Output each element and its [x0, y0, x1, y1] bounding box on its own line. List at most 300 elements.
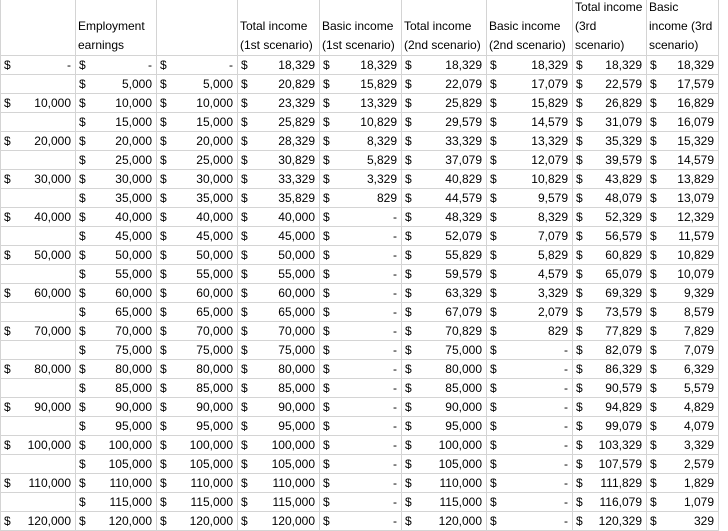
table-cell[interactable] — [1, 474, 76, 493]
cell-value: 86,329 — [605, 362, 642, 376]
table-cell[interactable] — [402, 512, 487, 531]
table-cell[interactable] — [76, 151, 157, 170]
cell-value: 59,579 — [445, 267, 482, 281]
table-cell[interactable] — [76, 360, 157, 379]
table-cell[interactable] — [647, 170, 719, 189]
cell-value: 120,000 — [108, 514, 152, 528]
currency-symbol: $ — [405, 248, 412, 262]
cell-value: - — [564, 381, 568, 395]
table-cell[interactable] — [157, 322, 238, 341]
table-row — [1, 379, 719, 398]
table-cell[interactable] — [76, 398, 157, 417]
table-cell[interactable] — [402, 341, 487, 360]
column-header[interactable]: Basic income (2nd scenario) — [487, 0, 573, 56]
table-cell[interactable] — [157, 56, 238, 75]
currency-symbol: $ — [405, 438, 412, 452]
table-cell[interactable] — [157, 208, 238, 227]
table-cell[interactable] — [157, 436, 238, 455]
table-cell[interactable] — [320, 284, 402, 303]
table-cell[interactable] — [157, 246, 238, 265]
currency-symbol: $ — [405, 419, 412, 433]
table-cell[interactable] — [320, 493, 402, 512]
cell-value: - — [393, 362, 397, 376]
table-cell[interactable] — [320, 227, 402, 246]
table-cell[interactable] — [1, 132, 76, 151]
table-row — [1, 246, 719, 265]
currency-symbol: $ — [241, 476, 248, 490]
currency-symbol: $ — [576, 343, 583, 357]
currency-symbol: $ — [160, 381, 167, 395]
table-cell[interactable] — [647, 398, 719, 417]
table-cell[interactable] — [573, 151, 647, 170]
currency-symbol: $ — [650, 153, 657, 167]
table-cell[interactable] — [487, 493, 573, 512]
table-cell[interactable] — [647, 113, 719, 132]
table-cell[interactable] — [1, 113, 76, 132]
table-cell[interactable] — [402, 417, 487, 436]
table-cell[interactable] — [573, 75, 647, 94]
currency-symbol: $ — [323, 267, 330, 281]
table-cell[interactable] — [76, 170, 157, 189]
table-cell[interactable] — [573, 512, 647, 531]
cell-value: 15,000 — [115, 115, 152, 129]
table-cell[interactable] — [402, 284, 487, 303]
table-cell[interactable] — [487, 208, 573, 227]
table-cell[interactable] — [1, 208, 76, 227]
cell-value: 28,329 — [278, 134, 315, 148]
column-header[interactable]: Employment earnings — [76, 0, 157, 56]
table-cell[interactable] — [320, 265, 402, 284]
table-cell[interactable] — [647, 493, 719, 512]
table-cell[interactable] — [487, 417, 573, 436]
column-header[interactable]: Basic income (3rd scenario) — [647, 0, 719, 56]
currency-symbol: $ — [490, 96, 497, 110]
table-cell[interactable] — [1, 170, 76, 189]
table-cell[interactable] — [1, 398, 76, 417]
table-cell[interactable] — [402, 113, 487, 132]
table-cell[interactable] — [157, 265, 238, 284]
table-cell[interactable] — [1, 379, 76, 398]
table-cell[interactable] — [647, 455, 719, 474]
table-cell[interactable] — [573, 227, 647, 246]
table-cell[interactable] — [487, 512, 573, 531]
table-cell[interactable] — [238, 474, 320, 493]
table-cell[interactable] — [573, 455, 647, 474]
table-cell[interactable] — [157, 170, 238, 189]
currency-symbol: $ — [160, 172, 167, 186]
table-cell[interactable] — [76, 189, 157, 208]
currency-symbol: $ — [323, 115, 330, 129]
table-cell[interactable] — [76, 436, 157, 455]
table-cell[interactable] — [647, 512, 719, 531]
table-cell[interactable] — [238, 132, 320, 151]
table-cell[interactable] — [76, 94, 157, 113]
table-cell[interactable] — [647, 208, 719, 227]
table-cell[interactable] — [402, 132, 487, 151]
table-cell[interactable] — [238, 379, 320, 398]
currency-symbol: $ — [490, 514, 497, 528]
table-cell[interactable] — [573, 474, 647, 493]
cell-value: 50,000 — [34, 248, 71, 262]
currency-symbol: $ — [405, 324, 412, 338]
column-header[interactable]: Basic income (1st scenario) — [320, 0, 402, 56]
table-cell[interactable] — [320, 360, 402, 379]
table-cell[interactable] — [1, 360, 76, 379]
table-cell[interactable] — [320, 246, 402, 265]
table-cell[interactable] — [238, 341, 320, 360]
table-cell[interactable] — [1, 75, 76, 94]
table-cell[interactable] — [157, 512, 238, 531]
table-cell[interactable] — [157, 132, 238, 151]
cell-value: 7,079 — [683, 343, 714, 357]
table-cell[interactable] — [320, 379, 402, 398]
table-cell[interactable] — [1, 265, 76, 284]
table-cell[interactable] — [647, 246, 719, 265]
table-cell[interactable] — [320, 113, 402, 132]
table-cell[interactable] — [402, 360, 487, 379]
table-cell[interactable] — [647, 474, 719, 493]
table-cell[interactable] — [1, 189, 76, 208]
cell-value: 70,829 — [445, 324, 482, 338]
table-cell[interactable] — [573, 322, 647, 341]
table-cell[interactable] — [320, 56, 402, 75]
table-cell[interactable] — [402, 474, 487, 493]
cell-value: - — [393, 419, 397, 433]
table-cell[interactable] — [238, 398, 320, 417]
table-cell[interactable] — [238, 75, 320, 94]
table-cell[interactable] — [238, 56, 320, 75]
currency-symbol: $ — [241, 153, 248, 167]
table-cell[interactable] — [573, 360, 647, 379]
table-cell[interactable] — [487, 265, 573, 284]
table-cell[interactable] — [76, 455, 157, 474]
table-cell[interactable] — [487, 284, 573, 303]
table-cell[interactable] — [320, 151, 402, 170]
table-cell[interactable] — [157, 151, 238, 170]
table-cell[interactable] — [487, 132, 573, 151]
table-cell[interactable] — [647, 189, 719, 208]
table-cell[interactable] — [487, 113, 573, 132]
table-cell[interactable] — [402, 227, 487, 246]
table-row — [1, 322, 719, 341]
table-cell[interactable] — [238, 303, 320, 322]
table-cell[interactable] — [157, 284, 238, 303]
table-cell[interactable] — [157, 227, 238, 246]
table-cell[interactable] — [402, 94, 487, 113]
table-cell[interactable] — [157, 493, 238, 512]
table-cell[interactable] — [76, 284, 157, 303]
table-cell[interactable] — [76, 113, 157, 132]
table-cell[interactable] — [157, 360, 238, 379]
table-cell[interactable] — [238, 436, 320, 455]
table-cell[interactable] — [320, 322, 402, 341]
table-cell[interactable] — [238, 493, 320, 512]
table-cell[interactable] — [157, 75, 238, 94]
table-cell[interactable] — [76, 322, 157, 341]
table-cell[interactable] — [573, 398, 647, 417]
table-cell[interactable] — [647, 341, 719, 360]
table-cell[interactable] — [238, 246, 320, 265]
table-cell[interactable] — [1, 227, 76, 246]
table-row — [1, 341, 719, 360]
table-cell[interactable] — [487, 398, 573, 417]
table-cell[interactable] — [573, 132, 647, 151]
table-cell[interactable] — [1, 151, 76, 170]
column-header[interactable]: Total income (2nd scenario) — [402, 0, 487, 56]
table-cell[interactable] — [402, 151, 487, 170]
table-cell[interactable] — [320, 455, 402, 474]
table-cell[interactable] — [157, 455, 238, 474]
column-header[interactable]: Total income (3rd scenario) — [573, 0, 647, 56]
cell-value: 18,329 — [531, 58, 568, 72]
table-cell[interactable] — [320, 417, 402, 436]
table-cell[interactable] — [402, 246, 487, 265]
cell-value: - — [393, 514, 397, 528]
table-cell[interactable] — [320, 436, 402, 455]
table-cell[interactable] — [402, 170, 487, 189]
table-cell[interactable] — [487, 227, 573, 246]
cell-value: 30,000 — [115, 172, 152, 186]
table-cell[interactable] — [647, 303, 719, 322]
table-cell[interactable] — [402, 455, 487, 474]
table-cell[interactable] — [402, 436, 487, 455]
cell-value: 15,329 — [677, 134, 714, 148]
table-cell[interactable] — [573, 265, 647, 284]
table-cell[interactable] — [1, 493, 76, 512]
currency-symbol: $ — [490, 305, 497, 319]
table-cell[interactable] — [238, 360, 320, 379]
currency-symbol: $ — [160, 210, 167, 224]
table-cell[interactable] — [402, 303, 487, 322]
cell-value: 10,000 — [34, 96, 71, 110]
table-cell[interactable] — [487, 303, 573, 322]
cell-value: 56,579 — [605, 229, 642, 243]
table-cell[interactable] — [157, 379, 238, 398]
table-cell[interactable] — [402, 379, 487, 398]
cell-value: 85,000 — [115, 381, 152, 395]
currency-symbol: $ — [576, 58, 583, 72]
table-cell[interactable] — [573, 113, 647, 132]
table-cell[interactable] — [320, 341, 402, 360]
table-cell[interactable] — [1, 512, 76, 531]
table-cell[interactable] — [402, 265, 487, 284]
table-cell[interactable] — [487, 436, 573, 455]
table-cell[interactable] — [238, 113, 320, 132]
table-cell[interactable] — [402, 189, 487, 208]
table-cell[interactable] — [1, 56, 76, 75]
table-cell[interactable] — [647, 94, 719, 113]
table-cell[interactable] — [76, 132, 157, 151]
table-cell[interactable] — [573, 284, 647, 303]
table-cell[interactable] — [647, 360, 719, 379]
table-cell[interactable] — [157, 398, 238, 417]
table-cell[interactable] — [647, 56, 719, 75]
table-cell[interactable] — [487, 94, 573, 113]
table-cell[interactable] — [487, 379, 573, 398]
table-cell[interactable] — [76, 341, 157, 360]
table-cell[interactable] — [647, 265, 719, 284]
table-cell[interactable] — [238, 284, 320, 303]
table-cell[interactable] — [647, 417, 719, 436]
table-cell[interactable] — [76, 246, 157, 265]
currency-symbol: $ — [576, 362, 583, 376]
table-cell[interactable] — [238, 512, 320, 531]
table-cell[interactable] — [573, 246, 647, 265]
table-cell[interactable] — [76, 417, 157, 436]
table-cell[interactable] — [320, 170, 402, 189]
cell-value: 16,079 — [677, 115, 714, 129]
table-cell[interactable] — [402, 75, 487, 94]
column-header[interactable]: Total income (1st scenario) — [238, 0, 320, 56]
table-cell[interactable] — [647, 75, 719, 94]
cell-value: 90,000 — [278, 400, 315, 414]
table-cell[interactable] — [573, 493, 647, 512]
table-cell[interactable] — [76, 208, 157, 227]
table-cell[interactable] — [573, 379, 647, 398]
table-cell[interactable] — [320, 94, 402, 113]
table-cell[interactable] — [647, 379, 719, 398]
table-cell[interactable] — [573, 170, 647, 189]
cell-value: 110,000 — [190, 476, 233, 490]
table-cell[interactable] — [402, 208, 487, 227]
table-cell[interactable] — [76, 56, 157, 75]
table-cell[interactable] — [238, 455, 320, 474]
table-cell[interactable] — [573, 208, 647, 227]
table-cell[interactable] — [238, 417, 320, 436]
table-cell[interactable] — [76, 75, 157, 94]
table-cell[interactable] — [487, 151, 573, 170]
table-cell[interactable] — [647, 322, 719, 341]
table-cell[interactable] — [238, 94, 320, 113]
table-cell[interactable] — [402, 56, 487, 75]
table-cell[interactable] — [238, 265, 320, 284]
table-cell[interactable] — [238, 151, 320, 170]
table-cell[interactable] — [487, 341, 573, 360]
table-cell[interactable] — [76, 474, 157, 493]
table-cell[interactable] — [1, 246, 76, 265]
table-cell[interactable] — [487, 56, 573, 75]
table-cell[interactable] — [320, 303, 402, 322]
cell-value: 10,000 — [115, 96, 152, 110]
table-cell[interactable] — [1, 417, 76, 436]
column-header[interactable] — [157, 0, 238, 56]
table-cell[interactable] — [320, 189, 402, 208]
currency-symbol: $ — [160, 438, 167, 452]
table-cell[interactable] — [320, 512, 402, 531]
table-cell[interactable] — [487, 170, 573, 189]
table-cell[interactable] — [487, 322, 573, 341]
table-cell[interactable] — [320, 398, 402, 417]
table-cell[interactable] — [320, 75, 402, 94]
table-cell[interactable] — [157, 303, 238, 322]
table-cell[interactable] — [647, 284, 719, 303]
table-cell[interactable] — [157, 341, 238, 360]
table-cell[interactable] — [647, 151, 719, 170]
table-cell[interactable] — [1, 455, 76, 474]
table-cell[interactable] — [487, 360, 573, 379]
cell-value: 110,000 — [28, 476, 71, 490]
currency-symbol: $ — [323, 476, 330, 490]
table-cell[interactable] — [487, 246, 573, 265]
table-cell[interactable] — [402, 322, 487, 341]
table-cell[interactable] — [320, 208, 402, 227]
table-cell[interactable] — [402, 398, 487, 417]
table-cell[interactable] — [1, 436, 76, 455]
cell-value: - — [564, 476, 568, 490]
table-cell[interactable] — [647, 132, 719, 151]
table-cell[interactable] — [647, 227, 719, 246]
table-cell[interactable] — [320, 474, 402, 493]
table-cell[interactable] — [1, 303, 76, 322]
column-header[interactable] — [1, 0, 76, 56]
currency-symbol: $ — [241, 514, 248, 528]
cell-value: 45,000 — [278, 229, 315, 243]
table-cell[interactable] — [647, 436, 719, 455]
currency-symbol: $ — [405, 286, 412, 300]
table-cell[interactable] — [573, 189, 647, 208]
table-cell[interactable] — [1, 94, 76, 113]
currency-symbol: $ — [160, 96, 167, 110]
table-cell[interactable] — [76, 303, 157, 322]
table-cell[interactable] — [157, 474, 238, 493]
currency-symbol: $ — [405, 115, 412, 129]
table-cell[interactable] — [573, 436, 647, 455]
table-cell[interactable] — [157, 113, 238, 132]
table-cell[interactable] — [238, 322, 320, 341]
table-cell[interactable] — [76, 512, 157, 531]
table-cell[interactable] — [238, 227, 320, 246]
table-cell[interactable] — [487, 189, 573, 208]
table-cell[interactable] — [487, 75, 573, 94]
table-cell[interactable] — [573, 56, 647, 75]
table-cell[interactable] — [238, 170, 320, 189]
table-cell[interactable] — [157, 417, 238, 436]
currency-symbol: $ — [405, 267, 412, 281]
table-cell[interactable] — [320, 132, 402, 151]
currency-symbol: $ — [650, 305, 657, 319]
table-row — [1, 227, 719, 246]
table-cell[interactable] — [1, 341, 76, 360]
table-cell[interactable] — [238, 189, 320, 208]
table-cell[interactable] — [573, 303, 647, 322]
table-cell[interactable] — [157, 94, 238, 113]
table-cell[interactable] — [487, 474, 573, 493]
currency-symbol: $ — [79, 58, 86, 72]
table-cell[interactable] — [76, 379, 157, 398]
table-row — [1, 113, 719, 132]
currency-symbol: $ — [650, 210, 657, 224]
table-cell[interactable] — [238, 208, 320, 227]
cell-value: 3,329 — [683, 438, 714, 452]
table-cell[interactable] — [76, 265, 157, 284]
table-cell[interactable] — [402, 493, 487, 512]
currency-symbol: $ — [4, 58, 11, 72]
table-cell[interactable] — [573, 417, 647, 436]
table-cell[interactable] — [573, 341, 647, 360]
table-cell[interactable] — [1, 284, 76, 303]
cell-value: 103,329 — [598, 438, 642, 452]
table-cell[interactable] — [76, 227, 157, 246]
currency-symbol: $ — [490, 191, 497, 205]
currency-symbol: $ — [79, 191, 86, 205]
currency-symbol: $ — [79, 400, 86, 414]
table-cell[interactable] — [573, 94, 647, 113]
table-cell[interactable] — [76, 493, 157, 512]
table-cell[interactable] — [157, 189, 238, 208]
table-cell[interactable] — [1, 322, 76, 341]
table-cell[interactable] — [487, 455, 573, 474]
cell-value: 90,000 — [196, 400, 233, 414]
